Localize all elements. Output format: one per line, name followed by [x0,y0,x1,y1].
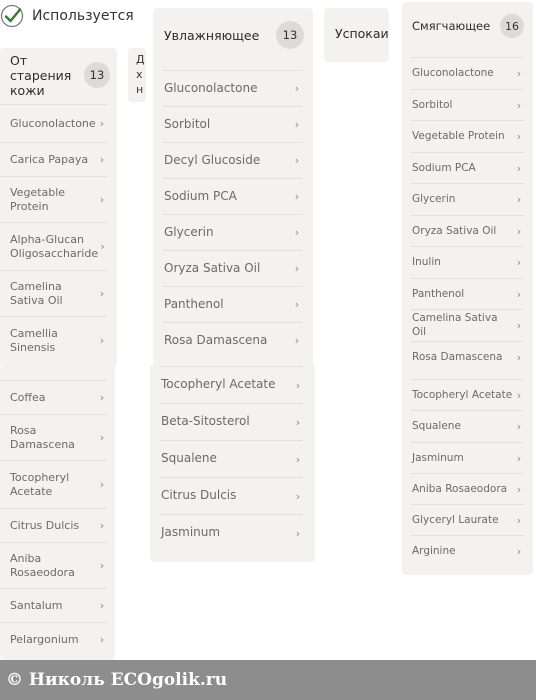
ingredient-item[interactable] [411,535,524,567]
ingredient-name: Rosa Damascena [412,350,503,363]
ingredient-item[interactable] [411,89,524,121]
ingredient-item[interactable] [411,278,524,310]
chevron-right-icon: › [294,82,300,95]
chevron-right-icon: › [295,378,301,392]
ingredient-item[interactable] [411,246,524,278]
ingredient-name: Squalene [161,451,217,466]
chevron-right-icon: › [516,162,522,175]
ingredient-name: Aniba Rosaeodora [412,482,508,495]
ingredient-name: Pelargonium [10,632,79,646]
chevron-right-icon: › [99,117,105,130]
ingredient-name: Gluconolactone [412,66,494,79]
ingredient-item[interactable] [163,106,302,142]
ingredient-item[interactable] [411,152,524,184]
ingredient-item[interactable] [411,473,524,505]
chevron-right-icon: › [99,478,105,491]
chevron-right-icon: › [516,389,522,402]
chevron-right-icon: › [516,225,522,238]
ingredient-item[interactable] [411,57,524,89]
ingredient-name: Sodium PCA [412,161,476,174]
chevron-right-icon: › [99,633,105,646]
ingredient-item[interactable] [0,380,107,414]
ingredient-name: Alpha-Glucan Oligosaccharide [10,233,99,260]
ingredient-name: Citrus Dulcis [10,518,80,532]
ingredient-item[interactable] [0,460,107,508]
ingredient-item[interactable] [411,341,524,373]
ingredient-name: Tocopheryl Acetate [10,471,70,498]
chevron-right-icon: › [516,351,522,364]
chevron-right-icon: › [99,153,105,166]
ingredient-name: Gluconolactone [10,116,96,130]
category-header-anti-aging[interactable] [10,52,110,98]
chevron-right-icon: › [294,262,300,275]
chevron-right-icon: › [294,334,300,347]
chevron-right-icon: › [99,599,105,612]
ingredient-name: Vegetable Protein [10,186,66,213]
chevron-right-icon: › [516,67,522,80]
chevron-right-icon: › [294,298,300,311]
ingredient-name: Panthenol [412,287,465,300]
category-count-badge: 16 [500,14,524,38]
ingredient-item[interactable] [163,70,302,106]
chevron-right-icon: › [516,288,522,301]
ingredient-item[interactable] [411,504,524,536]
ingredient-name: Glycerin [164,224,214,239]
ingredient-item[interactable] [160,514,303,551]
ingredient-item[interactable] [0,508,107,542]
chevron-right-icon: › [99,559,105,572]
ingredient-item[interactable] [0,316,107,364]
ingredient-name: Rosa Damascena [164,332,268,347]
ingredient-name: Sorbitol [164,116,211,131]
ingredient-item[interactable] [163,322,302,358]
ingredient-item[interactable] [411,215,524,247]
chevron-right-icon: › [516,545,522,558]
chevron-right-icon: › [516,514,522,527]
ingredient-name: Oryza Sativa Oil [412,224,497,237]
chevron-right-icon: › [295,526,301,540]
ingredient-name: Camelina Sativa Oil [10,280,63,307]
chevron-right-icon: › [294,190,300,203]
ingredient-name: Oryza Sativa Oil [164,260,261,275]
category-card-partial[interactable] [128,48,146,102]
chevron-right-icon: › [295,415,301,429]
ingredient-item[interactable] [411,183,524,215]
chevron-right-icon: › [100,240,105,253]
chevron-right-icon: › [516,130,522,143]
ingredient-name: Glycerin [412,192,456,205]
status-indicator [0,4,134,28]
category-title: Успокаи [335,26,389,41]
chevron-right-icon: › [294,154,300,167]
chevron-right-icon: › [516,99,522,112]
chevron-right-icon: › [99,519,105,532]
chevron-right-icon: › [294,118,300,131]
category-title: От старения кожи [10,52,72,98]
ingredient-name: Citrus Dulcis [161,488,237,503]
category-count-badge: 13 [84,62,110,88]
ingredient-item[interactable] [0,176,107,222]
ingredient-name: Sodium PCA [164,188,237,203]
ingredient-item[interactable] [0,142,107,176]
ingredient-item[interactable] [411,410,524,442]
chevron-right-icon: › [516,193,522,206]
ingredient-item[interactable] [0,622,107,656]
ingredient-item[interactable] [0,270,107,316]
status-label: Используется [32,8,134,24]
category-title: Д х н [136,53,145,96]
ingredient-item[interactable] [163,214,302,250]
ingredient-name: Camellia Sinensis [10,327,58,354]
ingredient-item[interactable] [160,366,303,403]
ingredient-name: Beta-Sitosterol [161,414,250,429]
ingredient-name: Arginine [412,544,456,557]
ingredient-item[interactable] [0,104,107,142]
chevron-right-icon: › [516,452,522,465]
ingredient-item[interactable] [0,588,107,622]
chevron-right-icon: › [294,226,300,239]
category-header-softening[interactable] [412,12,524,40]
ingredient-name: Panthenol [164,296,224,311]
chevron-right-icon: › [516,319,522,332]
chevron-right-icon: › [295,452,301,466]
ingredient-name: Inulin [412,255,441,268]
ingredient-name: Coffea [10,390,46,404]
ingredient-name: Glyceryl Laurate [412,513,499,526]
ingredient-item[interactable] [160,477,303,514]
category-title: Увлажняющее [164,27,260,43]
ingredient-name: Rosa Damascena [10,424,75,451]
ingredient-item[interactable] [160,440,303,477]
ingredient-item[interactable] [411,442,524,474]
chevron-right-icon: › [516,420,522,433]
ingredient-name: Decyl Glucoside [164,152,261,167]
ingredient-name: Jasminum [161,525,221,540]
watermark [0,660,536,700]
check-circle-icon [0,4,24,28]
category-title: Смягчающее [412,18,491,33]
ingredient-name: Tocopheryl Acetate [161,377,276,392]
ingredient-item[interactable] [0,542,107,588]
ingredient-item[interactable] [411,379,524,411]
ingredient-item[interactable] [411,120,524,152]
ingredient-name: Camelina Sativa Oil [412,312,498,338]
category-header-moisturizing[interactable] [164,20,304,50]
ingredient-item[interactable] [0,222,107,270]
ingredient-name: Sorbitol [412,98,453,111]
ingredient-name: Jasminum [412,451,464,464]
chevron-right-icon: › [516,256,522,269]
chevron-right-icon: › [99,287,105,300]
chevron-right-icon: › [99,193,105,206]
ingredient-item[interactable] [0,414,107,460]
category-card-soothing[interactable] [324,8,389,62]
ingredient-name: Carica Papaya [10,152,89,166]
ingredient-name: Gluconolactone [164,80,258,95]
ingredient-name: Squalene [412,419,461,432]
ingredient-item[interactable] [163,286,302,322]
chevron-right-icon: › [295,489,301,503]
ingredient-name: Aniba Rosaeodora [10,552,75,579]
chevron-right-icon: › [99,391,105,404]
ingredient-item[interactable] [411,309,524,341]
watermark-text: © Николь ECOgolik.ru [6,670,228,690]
chevron-right-icon: › [99,334,105,347]
ingredient-name: Tocopheryl Acetate [412,388,513,401]
ingredient-name: Santalum [10,598,63,612]
ingredient-item[interactable] [160,403,303,440]
category-count-badge: 13 [276,21,304,49]
ingredient-item[interactable] [163,250,302,286]
chevron-right-icon: › [99,431,105,444]
ingredient-item[interactable] [163,178,302,214]
ingredient-name: Vegetable Protein [412,129,505,142]
chevron-right-icon: › [516,483,522,496]
ingredient-item[interactable] [163,142,302,178]
